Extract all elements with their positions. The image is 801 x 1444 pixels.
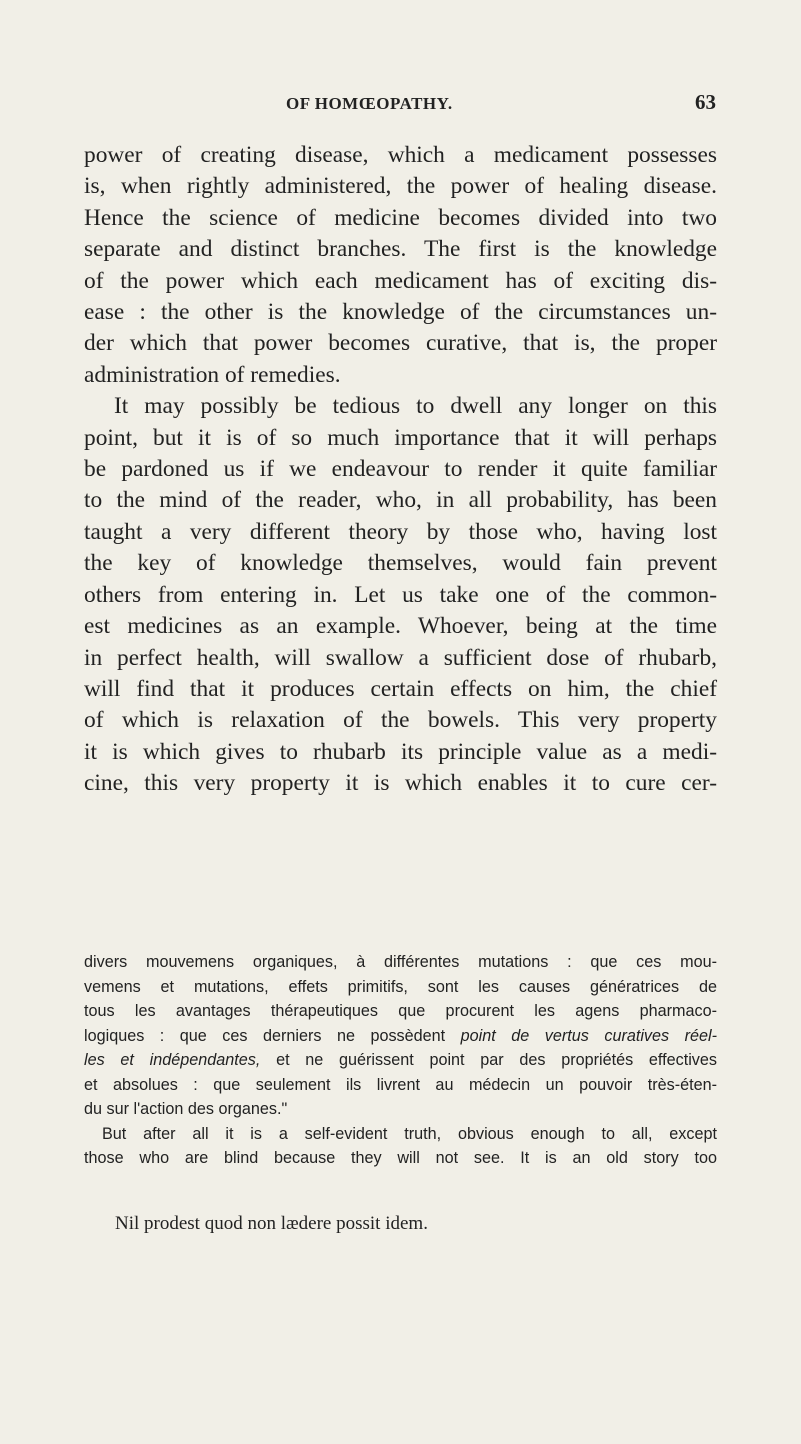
body-text	[84, 140, 717, 800]
footnote-line: vemens et mutations, effets primitifs, sont les causes génératrices de	[84, 977, 717, 996]
footnote-line: du sur l'action des organes."	[84, 1100, 288, 1118]
body-line: to the mind of the reader, who, in all probability, has been	[84, 487, 717, 514]
footnote-line: divers mouvemens organiques, à différentes mutations : que ces mou-	[84, 953, 717, 971]
footnote-line	[84, 1048, 717, 1073]
body-line: ease : the other is the knowledge of the circumstances un-	[84, 299, 717, 326]
footnote-line: But after all it is a self-evident truth, obvious enough to all, except	[102, 1124, 717, 1143]
body-line: point, but it is of so much importance that it will perhaps	[84, 424, 717, 451]
footnote-line: tous les avantages thérapeutiques que procurent les agens pharmaco-	[84, 1002, 717, 1020]
footnote-line	[84, 1024, 717, 1049]
body-line: others from entering in. Let us take one of the common-	[84, 581, 717, 608]
body-line: of which is relaxation of the bowels. This very property	[84, 707, 717, 734]
body-line: est medicines as an example. Whoever, being at the time	[84, 613, 717, 640]
footnote-text: et ne guérissent point par des propriétés effectives	[260, 1051, 717, 1069]
footnote-italic-text: les et indépendantes,	[84, 1051, 261, 1069]
body-line: the key of knowledge themselves, would fain prevent	[84, 550, 717, 577]
body-line: der which that power becomes curative, that is, the proper	[84, 330, 717, 357]
body-line: separate and distinct branches. The first is the knowledge	[84, 236, 717, 263]
page-number: 63	[695, 90, 716, 114]
body-line: power of creating disease, which a medicament possesses	[84, 142, 717, 168]
page-header	[286, 90, 716, 115]
latin-quote: Nil prodest quod non lædere possit idem.	[115, 1213, 428, 1234]
body-line: taught a very different theory by those who, having lost	[84, 518, 717, 545]
body-line: of the power which each medicament has of exciting dis-	[84, 267, 717, 294]
body-line: will find that it produces certain effects on him, the chief	[84, 675, 717, 702]
body-line: it is which gives to rhubarb its principle value as a medi-	[84, 738, 717, 765]
body-line: is, when rightly administered, the power of healing disease.	[84, 173, 717, 200]
body-line: It may possibly be tedious to dwell any longer on this	[114, 393, 717, 420]
body-line: Hence the science of medicine becomes divided into two	[84, 204, 717, 231]
body-line: administration of remedies.	[84, 361, 341, 388]
body-line: be pardoned us if we endeavour to render it quite familiar	[84, 456, 717, 483]
body-line: in perfect health, will swallow a sufficient dose of rhubarb,	[84, 644, 717, 671]
running-head: OF HOMŒOPATHY.	[286, 94, 453, 113]
footnote	[84, 950, 717, 1171]
footnote-line: et absolues : que seulement ils livrent au médecin un pouvoir très-éten-	[84, 1075, 717, 1094]
footnote-text: logiques : que ces derniers ne possèdent	[84, 1026, 461, 1045]
body-line: cine, this very property it is which enables it to cure cer-	[84, 770, 717, 797]
footnote-italic-text: point de vertus curatives réel-	[460, 1026, 718, 1045]
footnote-line: those who are blind because they will not see. It is an old story too	[84, 1149, 717, 1167]
